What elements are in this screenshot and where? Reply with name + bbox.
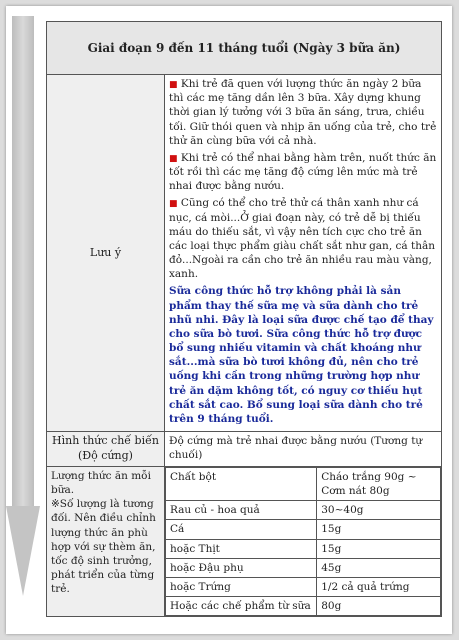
food-name: hoặc Đậu phụ: [166, 558, 317, 577]
food-name: Hoặc các chế phẩm từ sữa: [166, 597, 317, 616]
formula-milk-note: Sữa công thức hỗ trợ không phải là sản phẩm thay thế sữa mẹ và sữa dành cho trẻ nhũ nhi. Đây là loại sữa được chế tạo để thay cho sữa bò tươi. Sữa công thức hỗ trợ được bổ sung nhiều vitamin và chất khoáng như sắt...mà sữa bò tươi không đủ, nên cho trẻ uống khi cần trong những trường hợp như trẻ ăn dặm không tốt, có nguy cơ thiếu hụt chất sắt cao. Bổ sung loại sữa dành cho trẻ trên 9 tháng tuổi.: [169, 285, 434, 425]
food-name: hoặc Thịt: [166, 539, 317, 558]
page: [6, 6, 452, 634]
table-row: [166, 597, 441, 616]
food-qty: Cháo trắng 90g ~ Cơm nát 80g: [317, 467, 441, 500]
table-row: [166, 520, 441, 539]
stage-title: Giai đoạn 9 đến 11 tháng tuổi (Ngày 3 bữa ăn): [47, 22, 442, 75]
amount-note: ※Số lượng là tương đối. Nên điều chỉnh lượng thức ăn phù hợp với sự thèm ăn, tốc độ sinh trưởng, phát triển của từng trẻ.: [51, 498, 156, 596]
table-row: [166, 467, 441, 500]
amount-label-cell: [47, 466, 165, 616]
texture-label: Hình thức chế biến (Độ cứng): [47, 432, 165, 467]
food-qty: 80g: [317, 597, 441, 616]
food-name: hoặc Trứng: [166, 577, 317, 596]
food-qty: 1/2 cả quả trứng: [317, 577, 441, 596]
down-arrow-icon: [6, 6, 46, 606]
note-bullet-3: ■ Cũng có thể cho trẻ thử cá thân xanh như cá nục, cá mòi...Ở giai đoạn này, có trẻ dễ bị thiếu máu do thiếu sắt, vì vậy nên tích cực cho trẻ ăn các loại thực phẩm giàu chất sắt như gan, cá thân đỏ...Ngoài ra cần cho trẻ ăn nhiều rau màu vàng, xanh.: [169, 197, 435, 281]
food-name: Chất bột: [166, 467, 317, 500]
feeding-guide-table: [46, 21, 442, 617]
square-bullet-icon: ■: [169, 80, 178, 90]
food-qty: 45g: [317, 558, 441, 577]
table-row: [166, 558, 441, 577]
table-row: [166, 501, 441, 520]
note-bullet-2: ■ Khi trẻ có thể nhai bằng hàm trên, nuốt thức ăn tốt rồi thì các mẹ tăng độ cứng lên mức mà trẻ nhai được bằng nướu.: [169, 151, 437, 193]
note-bullet-1: ■ Khi trẻ đã quen với lượng thức ăn ngày 2 bữa thì các mẹ tăng dần lên 3 bữa. Xây dựng khung thời gian lý tưởng với 3 bữa ăn sáng, trưa, chiều tối. Giữ thói quen và nhịp ăn uống của trẻ, cho trẻ thử ăn cùng bữa với cả nhà.: [169, 78, 437, 147]
food-qty: 30~40g: [317, 501, 441, 520]
food-name: Cá: [166, 520, 317, 539]
texture-value: Độ cứng mà trẻ nhai được bằng nướu (Tương tự chuối): [165, 432, 442, 467]
square-bullet-icon: ■: [169, 153, 178, 164]
food-qty: 15g: [317, 520, 441, 539]
table-row: [166, 577, 441, 596]
note-content: [165, 75, 442, 432]
amount-table: [165, 467, 441, 616]
food-qty: 15g: [317, 539, 441, 558]
table-row: [166, 539, 441, 558]
amount-cell: [165, 466, 442, 616]
square-bullet-icon: ■: [169, 199, 178, 210]
food-name: Rau củ - hoa quả: [166, 501, 317, 520]
note-label: Lưu ý: [47, 75, 165, 432]
amount-label: Lượng thức ăn mỗi bữa.: [51, 469, 151, 496]
